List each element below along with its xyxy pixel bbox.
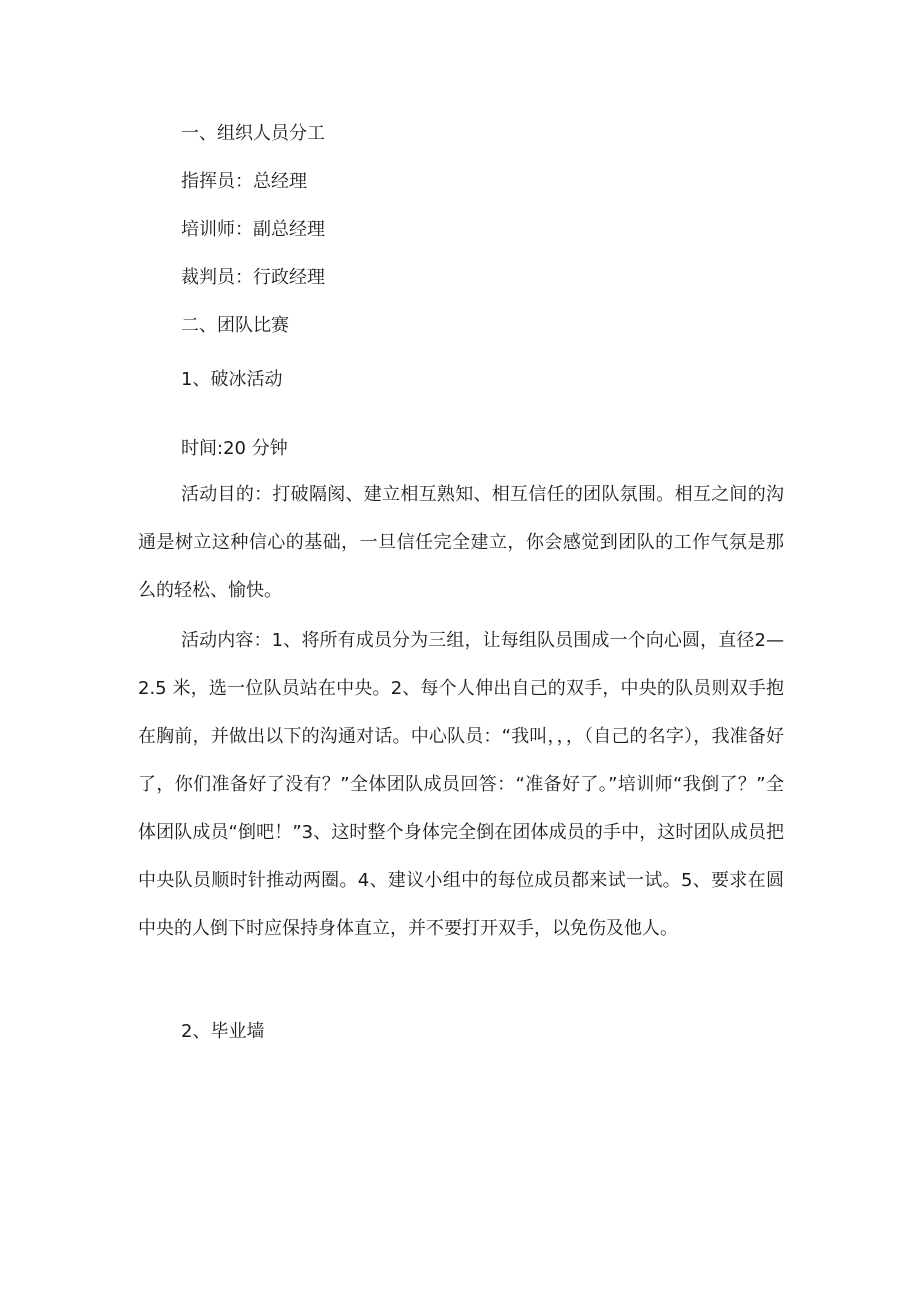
section-heading-team-competition: 二、团队比赛 bbox=[181, 315, 289, 336]
activity-time: 时间:20 分钟 bbox=[181, 438, 288, 459]
activity-content-paragraph: 活动内容：1、将所有成员分为三组，让每组队员围成一个向心圆，直径2—2.5 米，选一位队员站在中央。2、每个人伸出自己的双手，中央的队员则双手抱在胸前，并做出以下的沟通对话。中心队员：“我叫，，，（自己的名字），我准备好了，你们准备好了没有？”全体团队成员回答：“准备好了。”培训师“我倒了？”全体团队成员“倒吧！”3、这时整个身体完全倒在团体成员的手中，这时团队成员把中央队员顺时针推动两圈。4、建议小组中的每位成员都来试一试。5、要求在圆中央的人倒下时应保持身体直立，并不要打开双手，以免伤及他人。 bbox=[138, 630, 784, 939]
role-trainer: 培训师：副总经理 bbox=[181, 219, 325, 240]
role-referee: 裁判员：行政经理 bbox=[181, 267, 325, 288]
role-commander: 指挥员：总经理 bbox=[181, 171, 307, 192]
activity-purpose-paragraph: 活动目的：打破隔阂、建立相互熟知、相互信任的团队氛围。相互之间的沟通是树立这种信心的基础，一旦信任完全建立，你会感觉到团队的工作气氛是那么的轻松、愉快。 bbox=[138, 484, 784, 601]
section-heading-organization: 一、组织人员分工 bbox=[181, 123, 325, 144]
activity-title-graduation-wall: 2、毕业墙 bbox=[181, 1021, 265, 1042]
activity-title-icebreaker: 1、破冰活动 bbox=[181, 369, 283, 390]
